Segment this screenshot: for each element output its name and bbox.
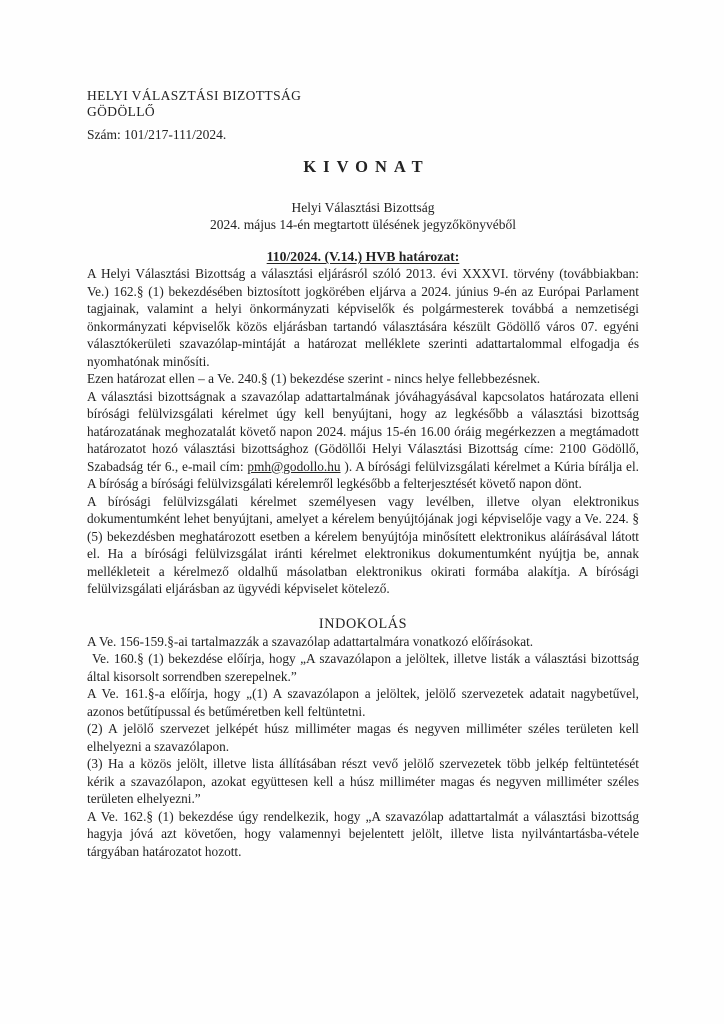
- justification-paragraph-3: A Ve. 161.§-a előírja, hogy „(1) A szavazólapon a jelöltek, jelölő szervezetek adatait nagybetűvel, azonos betűtípussal és betűméretben kell feltüntetni.: [87, 686, 639, 719]
- justification-paragraph-2: Ve. 160.§ (1) bekezdése előírja, hogy „A szavazólapon a jelöltek, illetve listák a választási bizottság által kisorsolt sorrendben szerepelnek.”: [87, 651, 639, 684]
- org-name: HELYI VÁLASZTÁSI BIZOTTSÁG: [87, 88, 302, 103]
- decision-paragraph: A Helyi Választási Bizottság a választási eljárásról szóló 2013. évi XXXVI. törvény (továbbiakban: Ve.) 162.§ (1) bekezdésében biztosított jogkörében eljárva a 2024. június 9-én az Európai Parlament tagjainak, valamint a helyi önkormányzati képviselők és polgármesterek továbbá a nemzetiségi önkormányzati képviselők közös eljárásban tartandó választására készült Gödöllő város 07. egyéni választókerületi szavazólap-mintáját a határozat melléklete szerinti adattartalommal elfogadja és nyomhatónak minősíti.: [87, 266, 639, 369]
- subtitle-line-1: Helyi Választási Bizottság: [291, 200, 435, 215]
- org-city: GÖDÖLLŐ: [87, 104, 156, 119]
- submission-method-paragraph: A bírósági felülvizsgálati kérelmet személyesen vagy levélben, illetve olyan elektronikus dokumentumként lehet benyújtani, amelyet a kérelem benyújtójának jogi képviselője vagy a Ve. 224. § (5) bekezdésben meghatározott esetben a kérelem benyújtója minősített elektronikus aláírásával látott el. Ha a bírósági felülvizsgálat iránti kérelmet elektronikus dokumentumként nyújtja be, annak mellékleteit a kérelmező oldalhű másolatban elektronikus okirati formába alakítja. A bírósági felülvizsgálati eljárásban az ügyvédi képviselet kötelező.: [87, 493, 639, 596]
- judicial-review-text-after: ). A bírósági felülvizsgálati kérelmet a Kúria bírálja el. A bíróság a bírósági felülvizsgálati kérelemről legkésőbb a felterjesztését követő napon dönt.: [87, 458, 639, 491]
- email-link[interactable]: pmh@godollo.hu: [247, 458, 341, 474]
- judicial-review-text-before: A választási bizottságnak a szavazólap adattartalmának jóváhagyásával kapcsolatos határozata elleni bírósági felülvizsgálati kérelmet úgy kell benyújtani, hogy az legkésőbb a választási bizottság határozatának meghozatalát követő napon 2024. május 15-én 16.00 óráig megérkezzen a megtámadott határozatot hozó választási bizottsághoz (Gödöllői Helyi Választási Bizottság címe: 2100 Gödöllő, Szabadság tér 6., e-mail cím:: [87, 388, 639, 474]
- justification-heading: INDOKOLÁS: [318, 615, 408, 632]
- page-title: KIVONAT: [303, 157, 430, 176]
- document-header: [87, 88, 639, 143]
- justification-paragraph-6: A Ve. 162.§ (1) bekezdése úgy rendelkezik, hogy „A szavazólap adattartalmát a választási bizottság hagyja jóvá azt követően, hogy valamennyi bejelentett jelölt, illetve lista nyilvántartásba-vétele tárgyában határozatot hozott.: [87, 808, 639, 859]
- document-subtitle: [87, 199, 639, 233]
- justification-paragraph-5: (3) Ha a közös jelölt, illetve lista állításában részt vevő jelölő szervezetek több jelkép feltüntetését kérik a szavazólapon, azokat együttesen kell a húsz milliméter magas és negyven milliméter széles területen elhelyezni.”: [87, 756, 639, 806]
- justification-paragraph-4: (2) A jelölő szervezet jelképét húsz milliméter magas és negyven milliméter széles területen kell elhelyezni a szavazólapon.: [87, 721, 639, 754]
- document-content: [87, 88, 639, 860]
- document-number: Szám: 101/217-111/2024.: [87, 127, 227, 142]
- justification-paragraph-1: A Ve. 156-159.§-ai tartalmazzák a szavazólap adattartalmára vonatkozó előírásokat.: [87, 633, 534, 649]
- judicial-review-paragraph: [87, 388, 639, 493]
- subtitle-line-2: 2024. május 14-én megtartott ülésének jegyzőkönyvéből: [210, 217, 516, 232]
- appeal-notice-paragraph: Ezen határozat ellen – a Ve. 240.§ (1) bekezdése szerint - nincs helye fellebbezésnek.: [87, 371, 541, 386]
- decision-heading: 110/2024. (V.14.) HVB határozat:: [266, 249, 460, 264]
